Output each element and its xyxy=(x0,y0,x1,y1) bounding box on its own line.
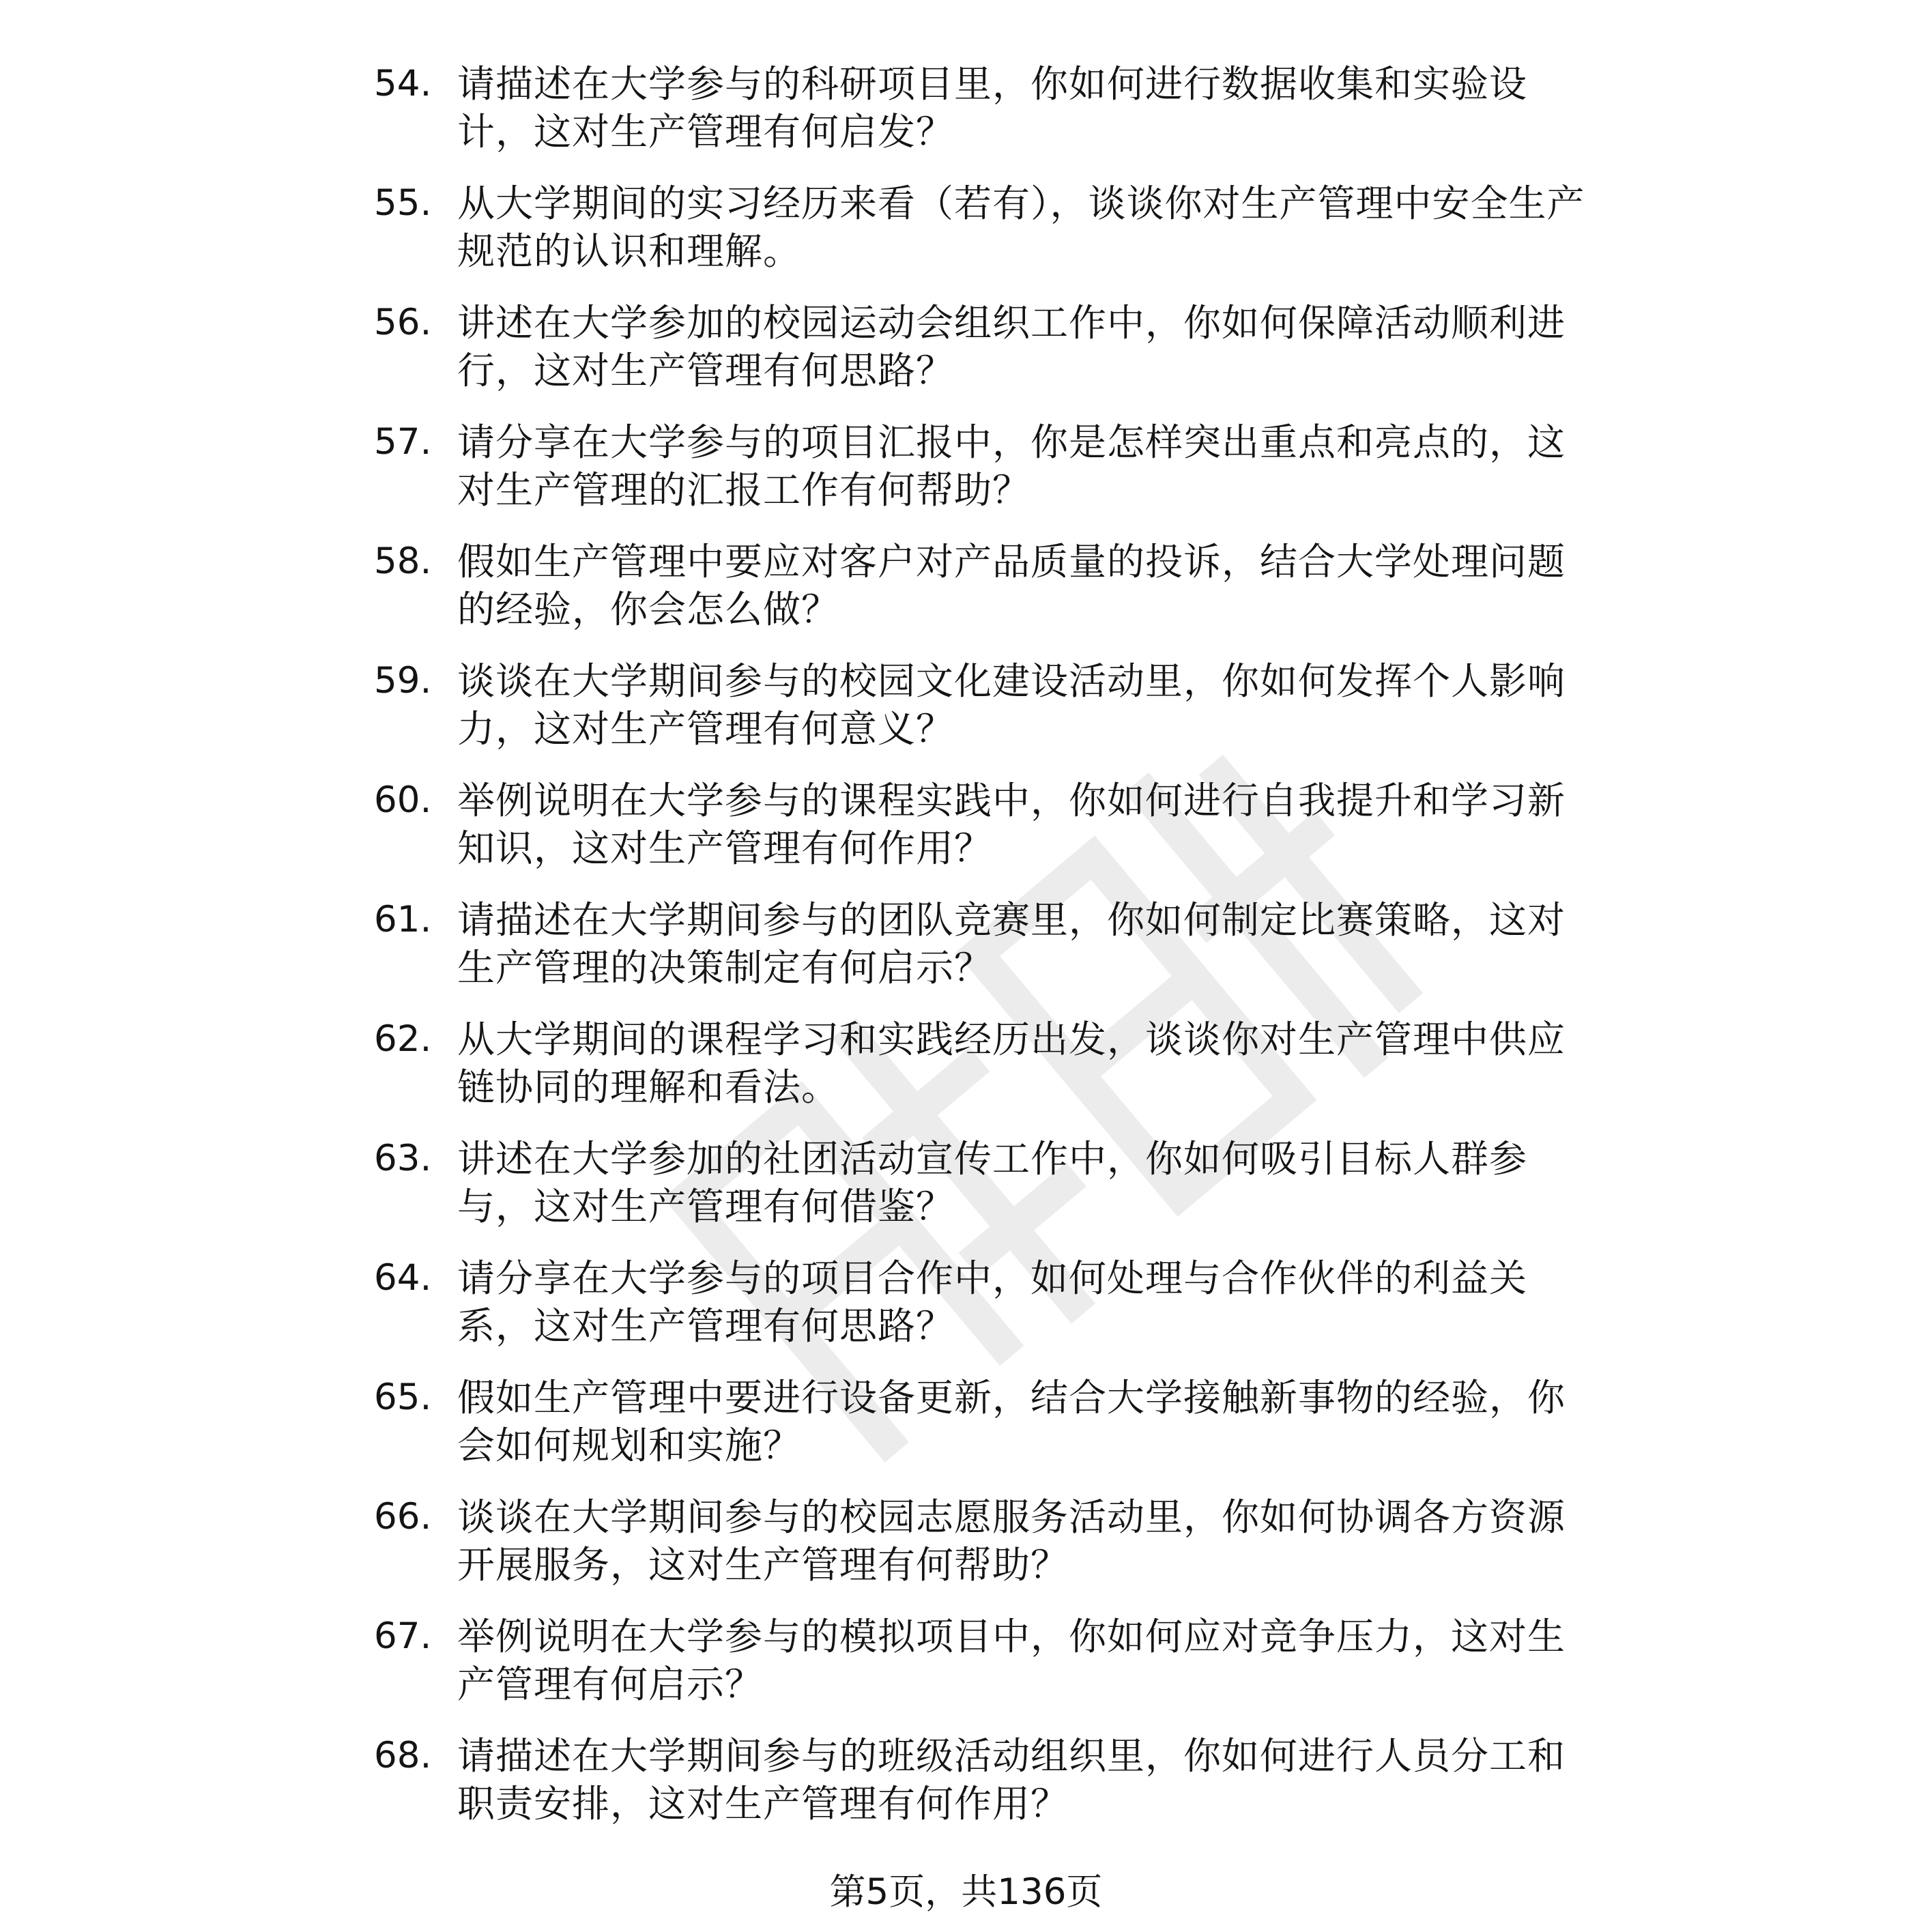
question-item xyxy=(374,777,1589,896)
question-number: 56. xyxy=(374,302,432,343)
question-text: 从大学期间的课程学习和实践经历出发，谈谈你对生产管理中供应链协同的理解和看法。 xyxy=(457,1018,1566,1109)
question-item xyxy=(374,1374,1589,1493)
question-text: 请描述在大学期间参与的团队竞赛里，你如何制定比赛策略，这对生产管理的决策制定有何启示？ xyxy=(457,898,1566,990)
page-number-footer: 第5页，共136页 xyxy=(829,1871,1103,1913)
question-item xyxy=(374,299,1589,418)
question-text: 谈谈在大学期间参与的校园志愿服务活动里，你如何协调各方资源开展服务，这对生产管理有何帮助？ xyxy=(457,1495,1566,1587)
question-item xyxy=(374,179,1589,299)
question-number: 59. xyxy=(374,660,432,702)
question-text: 请描述在大学参与的科研项目里，你如何进行数据收集和实验设计，这对生产管理有何启发？ xyxy=(457,62,1528,154)
question-number: 61. xyxy=(374,899,432,940)
question-item xyxy=(374,657,1589,777)
question-item xyxy=(374,1254,1589,1374)
question-text: 举例说明在大学参与的模拟项目中，你如何应对竞争压力，这对生产管理有何启示？ xyxy=(457,1615,1566,1706)
question-number: 63. xyxy=(374,1138,432,1179)
question-text: 举例说明在大学参与的课程实践中，你如何进行自我提升和学习新知识，这对生产管理有何作用？ xyxy=(457,779,1566,870)
question-item xyxy=(374,60,1589,179)
question-text: 请分享在大学参与的项目汇报中，你是怎样突出重点和亮点的，这对生产管理的汇报工作有何帮助？ xyxy=(457,420,1566,512)
question-item xyxy=(374,418,1589,538)
question-number: 58. xyxy=(374,540,432,582)
question-number: 64. xyxy=(374,1257,432,1299)
question-number: 57. xyxy=(374,421,432,463)
question-item xyxy=(374,1613,1589,1732)
question-item xyxy=(374,1493,1589,1613)
question-item xyxy=(374,896,1589,1015)
question-number: 55. xyxy=(374,182,432,224)
question-text: 请描述在大学期间参与的班级活动组织里，你如何进行人员分工和职责安排，这对生产管理有何作用？ xyxy=(457,1734,1566,1826)
question-text: 讲述在大学参加的校园运动会组织工作中，你如何保障活动顺利进行，这对生产管理有何思路？ xyxy=(457,301,1566,392)
question-text: 讲述在大学参加的社团活动宣传工作中，你如何吸引目标人群参与，这对生产管理有何借鉴？ xyxy=(457,1137,1528,1228)
question-item xyxy=(374,538,1589,657)
question-text: 谈谈在大学期间参与的校园文化建设活动里，你如何发挥个人影响力，这对生产管理有何意义？ xyxy=(457,659,1566,751)
question-text: 假如生产管理中要应对客户对产品质量的投诉，结合大学处理问题的经验，你会怎么做？ xyxy=(457,540,1566,631)
question-number: 54. xyxy=(374,63,432,104)
question-number: 68. xyxy=(374,1735,432,1776)
question-item xyxy=(374,1015,1589,1135)
question-text: 假如生产管理中要进行设备更新，结合大学接触新事物的经验，你会如何规划和实施？ xyxy=(457,1376,1566,1467)
question-item xyxy=(374,1135,1589,1254)
question-number: 60. xyxy=(374,779,432,821)
question-list xyxy=(374,60,1589,1851)
question-number: 67. xyxy=(374,1615,432,1657)
question-number: 62. xyxy=(374,1018,432,1060)
question-number: 66. xyxy=(374,1496,432,1538)
question-number: 65. xyxy=(374,1376,432,1418)
question-item xyxy=(374,1732,1589,1851)
question-text: 从大学期间的实习经历来看（若有），谈谈你对生产管理中安全生产规范的认识和理解。 xyxy=(457,182,1585,273)
question-text: 请分享在大学参与的项目合作中，如何处理与合作伙伴的利益关系，这对生产管理有何思路？ xyxy=(457,1256,1528,1348)
